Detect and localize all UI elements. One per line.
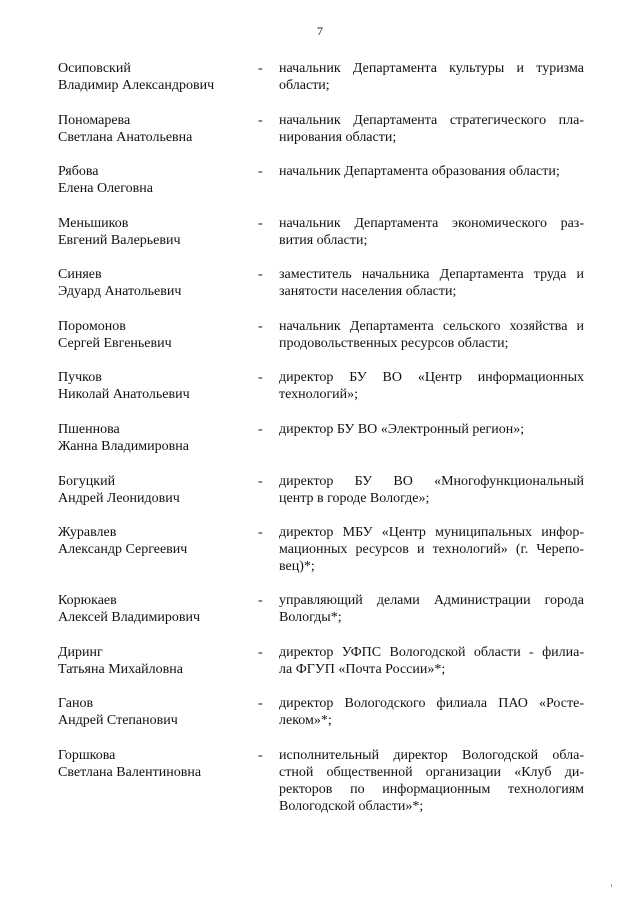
member-role [279, 592, 584, 626]
member-role [279, 112, 584, 146]
dash-separator: - [258, 748, 263, 763]
member-name-line: Ганов [58, 696, 94, 711]
member-name [58, 473, 243, 507]
member-name-line: Татьяна Михайловна [58, 662, 183, 677]
member-name-line: Светлана Анатольевна [58, 130, 193, 145]
member-name-line: Богуцкий [58, 474, 116, 489]
member-role-line: стной общественной организации «Клуб ди- [279, 765, 584, 780]
member-name [58, 112, 243, 146]
dash-separator: - [258, 370, 263, 385]
member-name-line: Горшкова [58, 748, 116, 763]
member-name-line: Пшеннова [58, 422, 120, 437]
member-role-line: начальник Департамента экономического раз- [279, 216, 584, 231]
member-role-line: директор УФПС Вологодской области - филиа- [279, 645, 584, 660]
dash-separator: - [258, 645, 263, 660]
member-role [279, 215, 584, 249]
member-role [279, 644, 584, 678]
member-role [279, 369, 584, 403]
member-name-line: Светлана Валентиновна [58, 765, 202, 780]
member-role-line: директор БУ ВО «Многофункциональный [279, 474, 584, 489]
member-name-line: Рябова [58, 164, 99, 179]
member-name-line: Пучков [58, 370, 102, 385]
member-name [58, 421, 243, 455]
member-role-line: заместитель начальника Департамента труда и [279, 267, 584, 282]
dash-separator: - [258, 164, 263, 179]
member-name-line: Синяев [58, 267, 102, 282]
member-role-line: начальник Департамента стратегического пла- [279, 113, 584, 128]
member-name-line: Алексей Владимирович [58, 610, 201, 625]
member-role-line: Вологодской области»*; [279, 799, 424, 814]
member-name [58, 592, 243, 626]
member-role-line: директор БУ ВО «Электронный регион»; [279, 422, 525, 437]
member-name-line: Эдуард Анатольевич [58, 284, 182, 299]
member-role-line: области; [279, 78, 330, 93]
member-role [279, 747, 584, 815]
member-role [279, 318, 584, 352]
member-name-line: Поромонов [58, 319, 126, 334]
member-role-line: ла ФГУП «Почта России»*; [279, 662, 446, 677]
member-role-line: директор МБУ «Центр муниципальных инфор- [279, 525, 584, 540]
member-role-line: нирования области; [279, 130, 397, 145]
member-name [58, 266, 243, 300]
dash-separator: - [258, 474, 263, 489]
member-name-line: Сергей Евгеньевич [58, 336, 172, 351]
member-role-line: директор Вологодского филиала ПАО «Росте- [279, 696, 584, 711]
member-name-line: Владимир Александрович [58, 78, 215, 93]
member-name [58, 60, 243, 94]
member-role [279, 473, 584, 507]
member-role-line: исполнительный директор Вологодской обла- [279, 748, 584, 763]
dash-separator: - [258, 61, 263, 76]
member-name-line: Меньшиков [58, 216, 129, 231]
dash-separator: - [258, 319, 263, 334]
member-name [58, 524, 243, 558]
member-role-line: ректоров по информационным технологиям [279, 782, 584, 797]
member-name [58, 369, 243, 403]
member-role-line: технологий»; [279, 387, 359, 402]
member-name-line: Андрей Леонидович [58, 491, 180, 506]
page-number: 7 [317, 24, 323, 38]
member-name [58, 644, 243, 678]
member-role-line: леком»*; [279, 713, 332, 728]
dash-separator: - [258, 422, 263, 437]
member-name-line: Жанна Владимировна [58, 439, 189, 454]
member-name-line: Пономарева [58, 113, 131, 128]
member-name-line: Диринг [58, 645, 103, 660]
member-name-line: Журавлев [58, 525, 117, 540]
member-name-line: Николай Анатольевич [58, 387, 190, 402]
member-name-line: Андрей Степанович [58, 713, 178, 728]
member-role-line: мационных ресурсов и технологий» (г. Черепо- [279, 542, 584, 557]
member-role-line: директор БУ ВО «Центр информационных [279, 370, 584, 385]
member-role-line: начальник Департамента образования области; [279, 164, 560, 179]
member-role-line: начальник Департамента сельского хозяйства и [279, 319, 584, 334]
dash-separator: - [258, 216, 263, 231]
member-role-line: вития области; [279, 233, 368, 248]
member-name [58, 163, 243, 197]
member-role [279, 524, 584, 575]
member-name [58, 695, 243, 729]
member-name-line: Елена Олеговна [58, 181, 153, 196]
member-name-line: Осиповский [58, 61, 131, 76]
dash-separator: - [258, 267, 263, 282]
member-role [279, 60, 584, 94]
member-role-line: занятости населения области; [279, 284, 457, 299]
member-role-line: Вологды*; [279, 610, 342, 625]
dash-separator: - [258, 525, 263, 540]
member-role [279, 163, 584, 180]
scan-mark [611, 884, 612, 887]
member-role [279, 695, 584, 729]
member-name [58, 318, 243, 352]
member-name-line: Александр Сергеевич [58, 542, 188, 557]
member-role-line: продовольственных ресурсов области; [279, 336, 509, 351]
member-role-line: вец)*; [279, 559, 315, 574]
member-name-line: Евгений Валерьевич [58, 233, 181, 248]
member-role-line: управляющий делами Администрации города [279, 593, 584, 608]
member-name [58, 215, 243, 249]
member-role [279, 421, 584, 438]
dash-separator: - [258, 593, 263, 608]
member-role [279, 266, 584, 300]
member-name-line: Корюкаев [58, 593, 117, 608]
member-role-line: начальник Департамента культуры и туризма [279, 61, 584, 76]
dash-separator: - [258, 696, 263, 711]
member-role-line: центр в городе Вологде»; [279, 491, 430, 506]
member-name [58, 747, 243, 781]
dash-separator: - [258, 113, 263, 128]
